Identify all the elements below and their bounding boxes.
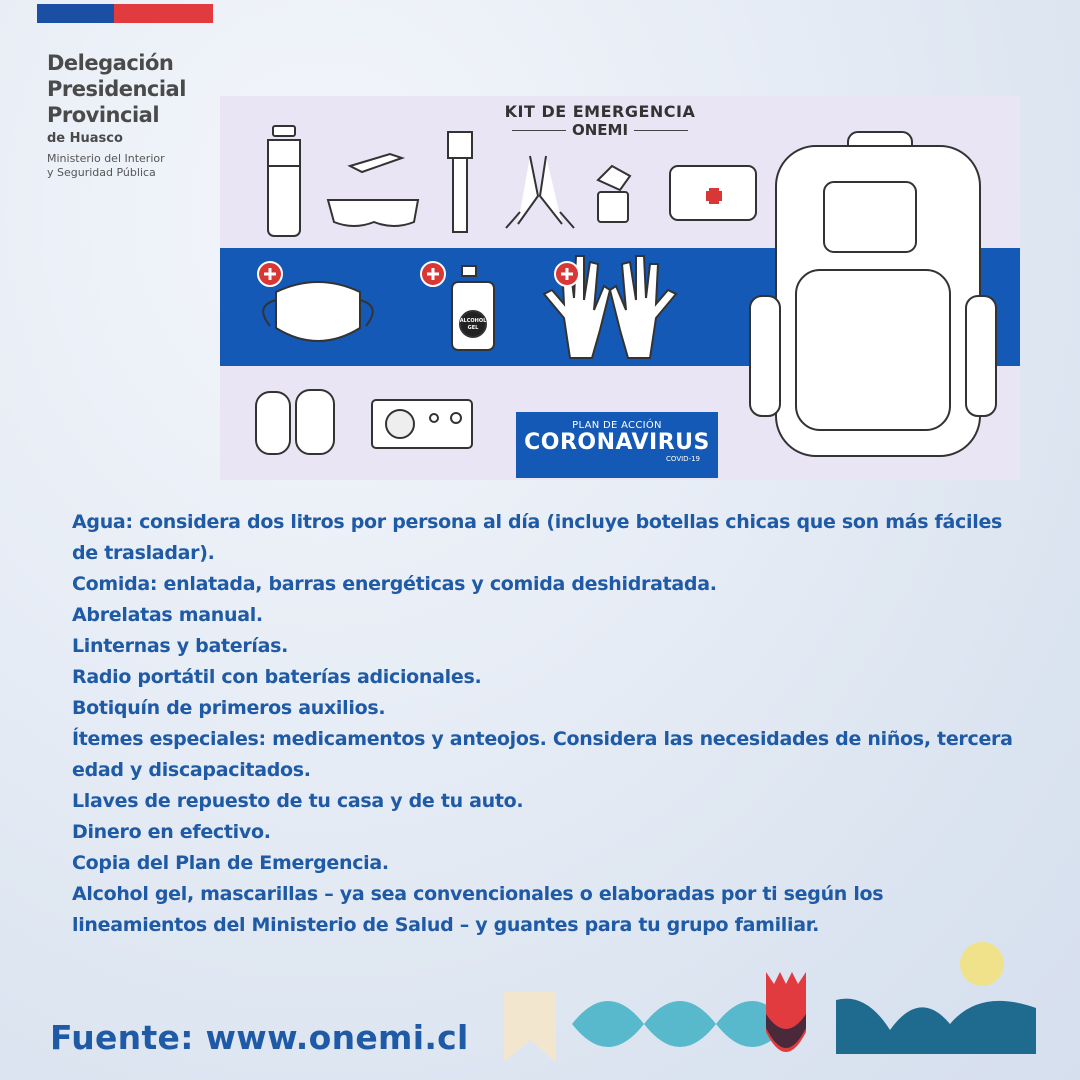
food-tins-icon [256,390,334,454]
plus-icon [258,262,282,286]
list-item: Ítemes especiales: medicamentos y anteojos. Considera las necesidades de niños, tercera edad y discapacitados. [72,728,1013,781]
coronavirus-plan-badge [516,412,718,478]
plus-icon [421,262,445,286]
list-item: Copia del Plan de Emergencia. [72,852,389,874]
flag-blue-segment [37,4,114,23]
pocket-knife-icon [350,154,402,172]
mountains-shape [836,999,1036,1054]
logo-line-6: y Seguridad Pública [47,166,156,179]
flashlight-icon [448,132,472,232]
water-bottle-icon [268,126,300,236]
kit-title-block [490,102,710,139]
title-divider-right [634,130,688,131]
backpack-icon [750,132,996,456]
logo-line-4: de Huasco [47,131,123,146]
flag-red-segment [114,4,213,23]
list-item: Botiquín de primeros auxilios. [72,697,386,719]
government-logo [47,50,186,180]
goggles-icon [328,200,418,226]
kit-items-list [72,507,1022,941]
chile-flag-stripe [37,4,213,23]
list-item: Agua: considera dos litros por persona al día (incluye botellas chicas que son más fáciles de trasladar). [72,511,1003,564]
face-mask-icon [263,282,372,341]
lighter-icon [598,166,630,222]
alcohol-gel-icon [452,266,494,350]
logo-line-2: Presidencial [47,77,186,101]
emergency-kit-illustration [220,96,1020,480]
multitool-icon [506,156,574,228]
bookmark-shape [504,992,556,1062]
decorative-shapes [500,940,1040,1070]
kit-subtitle-row [490,121,710,139]
list-item: Dinero en efectivo. [72,821,271,843]
list-item: Llaves de repuesto de tu casa y de tu auto. [72,790,524,812]
kit-title: KIT DE EMERGENCIA [504,102,696,121]
alcohol-label-line2: GEL [467,325,479,331]
alcohol-label-line1: ALCOHOL [459,318,487,324]
source-footer: Fuente: www.onemi.cl [50,1018,469,1057]
list-item: Comida: enlatada, barras energéticas y comida deshidratada. [72,573,717,595]
logo-line-5: Ministerio del Interior [47,152,165,165]
sun-shape [960,942,1004,986]
covid-label: COVID-19 [666,455,700,463]
list-item: Linternas y baterías. [72,635,289,657]
kit-subtitle: ONEMI [571,121,629,139]
radio-icon [372,400,472,448]
list-item: Radio portátil con baterías adicionales. [72,666,482,688]
list-item: Alcohol gel, mascarillas – ya sea convencionales o elaboradas por ti según los lineamientos del Ministerio de Salud – y guantes para tu grupo familiar. [72,883,884,936]
plus-icon [555,262,579,286]
leaf-chain-shape [572,1001,788,1047]
logo-line-3: Provincial [47,103,160,127]
coronavirus-label: CORONAVIRUS [524,430,710,455]
plan-label: PLAN DE ACCIÓN [572,420,662,431]
list-item: Abrelatas manual. [72,604,263,626]
title-divider-left [512,130,566,131]
logo-line-1: Delegación [47,51,174,75]
